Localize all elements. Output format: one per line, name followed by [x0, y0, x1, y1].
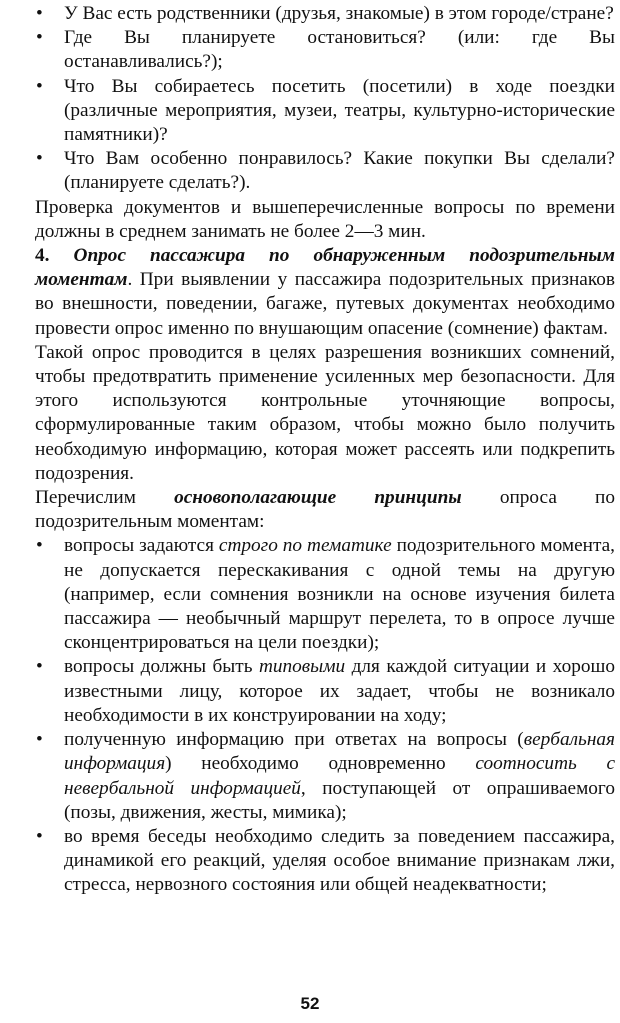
text-run: подозрительного момента, не допускается перескакивания с одной темы на другую (например, если сомнения возникли на основе изучения билета пассажира — необычный маршрут перелета, то в опросе лучше сконцентрироваться на цели поездки);: [64, 535, 615, 654]
text-run: вопросы задаются: [64, 535, 219, 557]
list-item: [35, 2, 615, 26]
list-item: [35, 75, 615, 148]
list-item: [35, 147, 615, 195]
text-run: для каждой ситуации и хорошо известными лицу, которое их задает, чтобы не возникало необходимости в их конструировании на ходу;: [64, 656, 615, 726]
page-body: [35, 2, 615, 898]
emphasis: типовыми: [258, 656, 346, 678]
emphasis-principles: основополагающие принципы: [174, 487, 462, 509]
list-item-text: Что Вам особенно понравилось? Какие покупки Вы сделали? (планируете сделать?).: [64, 148, 615, 194]
text-run: опроса по подозрительным моментам:: [35, 487, 615, 533]
text-run: ) необходимо одновременно: [165, 753, 476, 775]
text-run: , поступающей от опрашиваемого (позы, движения, жесты, мимика);: [64, 777, 615, 823]
list-item-text: Где Вы планируете остановиться? (или: где Вы останавливались?);: [64, 27, 615, 73]
section-text: . При выявлении у пассажира подозрительных признаков во внешности, поведении, багаже, путевых документах необходимо провести опрос именно по внушающим опасение (сомнение) фактам.: [35, 269, 615, 339]
list-item: [35, 728, 615, 825]
emphasis: вербальная информация: [64, 729, 615, 775]
text-run: вопросы должны быть: [64, 656, 259, 678]
list-item: [35, 534, 615, 655]
emphasis: строго по тематике: [218, 535, 392, 557]
list-item: [35, 26, 615, 74]
list-item-text: во время беседы необходимо следить за поведением пассажира, динамикой его реакций, уделяя особое внимание признакам лжи, стресса, нервозного состояния или общей неадекватности;: [64, 825, 615, 896]
paragraph-such-survey: Такой опрос проводится в целях разрешения возникших сомнений, чтобы предотвратить применение усиленных мер безопасности. Для этого используются контрольные уточняющие вопросы, сформулированные таким образом, чтобы можно было получить необходимую информацию, которая может рассеять или подкрепить подозрения.: [35, 341, 615, 484]
paragraph-check-time: Проверка документов и вышеперечисленные вопросы по времени должны в среднем занимать не более 2—3 мин.: [35, 196, 615, 242]
list-item: [35, 825, 615, 898]
text-run: полученную информацию при ответах на вопросы (: [64, 729, 524, 751]
emphasis: соотносить с невербальной информацией: [64, 753, 615, 799]
text-run: Перечислим: [35, 487, 175, 509]
section-number: 4.: [35, 245, 50, 267]
page-number: 52: [300, 994, 320, 1013]
list-item-text: Что Вы собираетесь посетить (посетили) в ходе поездки (различные мероприятия, музеи, театры, культурно-исторические памятники)?: [64, 75, 615, 146]
section-title: Опрос пассажира по обнаруженным подозрительным моментам: [35, 245, 615, 291]
list-item-text: У Вас есть родственники (друзья, знакомые) в этом городе/стране?: [64, 3, 614, 24]
section-4-paragraph: [35, 244, 615, 341]
list-item: [35, 655, 615, 728]
paragraph-principles-intro: [35, 486, 615, 534]
